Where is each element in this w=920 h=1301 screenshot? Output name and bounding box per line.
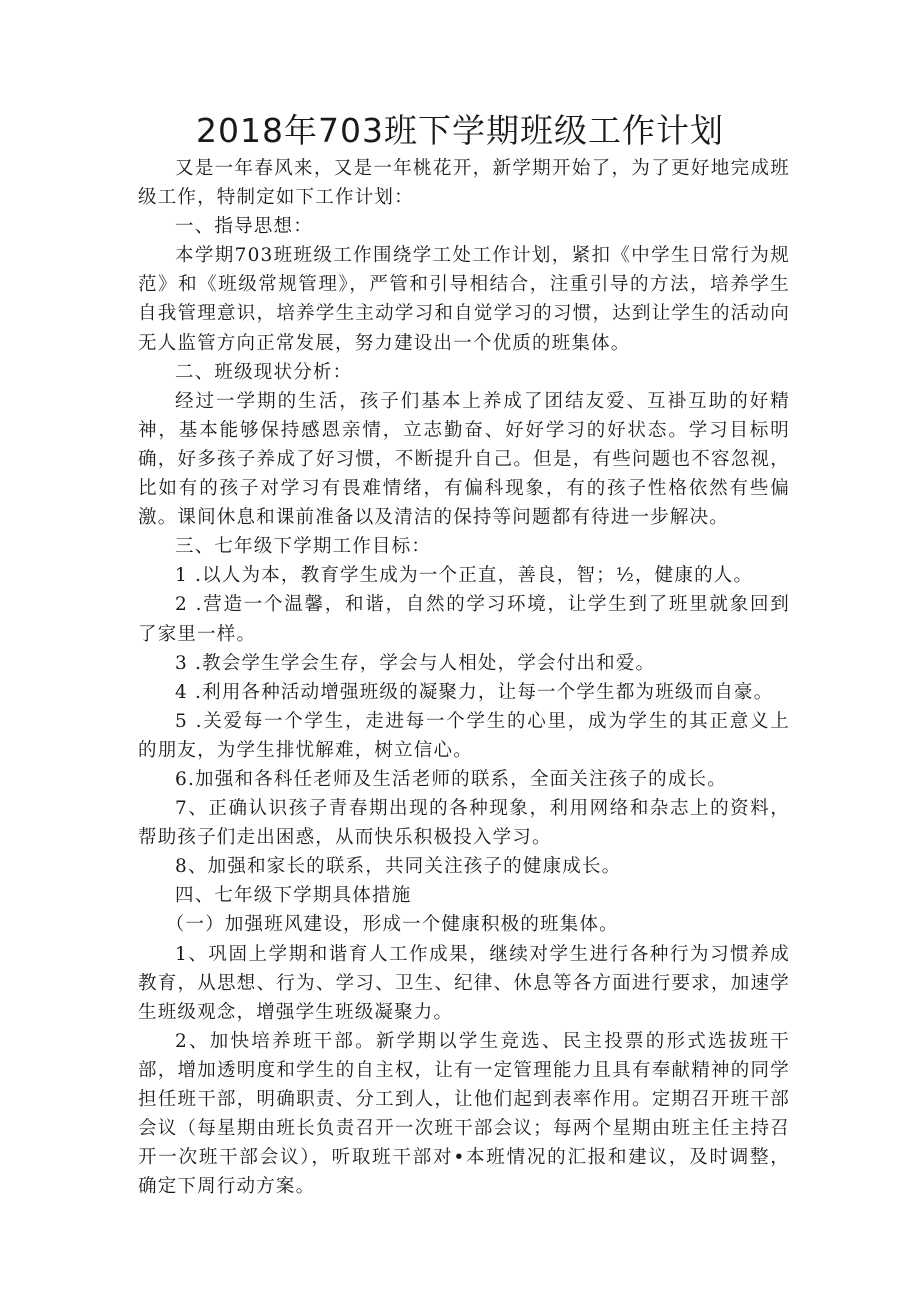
measure-item-1: 1、巩固上学期和谐育人工作成果，继续对学生进行各种行为习惯养成教育，从思想、行为、学习、卫生、纪律、休息等各方面进行要求，加速学生班级观念，增强学生班级凝聚力。 xyxy=(138,943,790,1023)
section-heading-guiding-ideology: 一、指导思想： xyxy=(175,216,313,238)
goal-item-2: 2 .营造一个温馨，和谐，自然的学习环境，让学生到了班里就象回到了家里一样。 xyxy=(138,594,790,645)
guiding-ideology-paragraph: 本学期703班班级工作围绕学工处工作计划，紧扣《中学生日常行为规范》和《班级常规管理》，严管和引导相结合，注重引导的方法，培养学生自我管理意识，培养学生主动学习和自觉学习的习惯，达到让学生的活动向无人监管方向正常发展，努力建设出一个优质的班集体。 xyxy=(138,245,790,354)
measure-item-2: 2、加快培养班干部。新学期以学生竞选、民主投票的形式选拔班干部，增加透明度和学生的自主权，让有一定管理能力且具有奉献精神的同学担任班干部，明确职责、分工到人，让他们起到表率作用。定期召开班干部会议（每星期由班长负责召开一次班干部会议；每两个星期由班主任主持召开一次班干部会议），听取班干部对•本班情况的汇报和建议，及时调整，确定下周行动方案。 xyxy=(138,1030,790,1198)
goal-item-1: 1 .以人为本，教育学生成为一个正直，善良，智；½，健康的人。 xyxy=(175,565,754,587)
goal-item-6: 6.加强和各科任老师及生活老师的联系，全面关注孩子的成长。 xyxy=(175,768,727,790)
section-heading-work-goals: 三、七年级下学期工作目标： xyxy=(175,536,432,558)
goal-item-7: 7、正确认识孩子青春期出现的各种现象，利用网络和杂志上的资料，帮助孩子们走出困惑，从而快乐积极投入学习。 xyxy=(138,798,790,849)
document-body xyxy=(138,154,790,1201)
goal-item-8: 8、加强和家长的联系，共同关注孩子的健康成长。 xyxy=(175,856,622,878)
document-title: 2018年703班下学期班级工作计划 xyxy=(196,111,724,150)
goal-item-5: 5 .关爱每一个学生，走进每一个学生的心里，成为学生的其正意义上的朋友，为学生排忧解难，树立信心。 xyxy=(138,710,790,761)
goal-item-3: 3 .教会学生学会生存，学会与人相处，学会付出和爱。 xyxy=(175,652,656,674)
goal-item-4: 4 .利用各种活动增强班级的凝聚力，让每一个学生都为班级而自豪。 xyxy=(175,681,774,703)
subsection-heading-class-style: （一）加强班风建设，形成一个健康积极的班集体。 xyxy=(165,914,619,936)
section-heading-measures: 四、七年级下学期具体措施 xyxy=(175,885,412,907)
intro-paragraph: 又是一年春风来，又是一年桃花开，新学期开始了，为了更好地完成班级工作，特制定如下工作计划： xyxy=(138,158,790,209)
class-status-paragraph: 经过一学期的生活，孩子们基本上养成了团结友爱、互褂互助的好精神，基本能够保持感恩亲情，立志勤奋、好好学习的好状态。学习目标明确，好多孩子养成了好习惯，不断提升自己。但是，有些问题也不容忽视，比如有的孩子对学习有畏难情绪，有偏科现象，有的孩子性格依然有些偏激。课间休息和课前准备以及清洁的保持等问题都有待进一步解决。 xyxy=(138,390,790,529)
section-heading-class-status: 二、班级现状分析： xyxy=(175,361,353,383)
